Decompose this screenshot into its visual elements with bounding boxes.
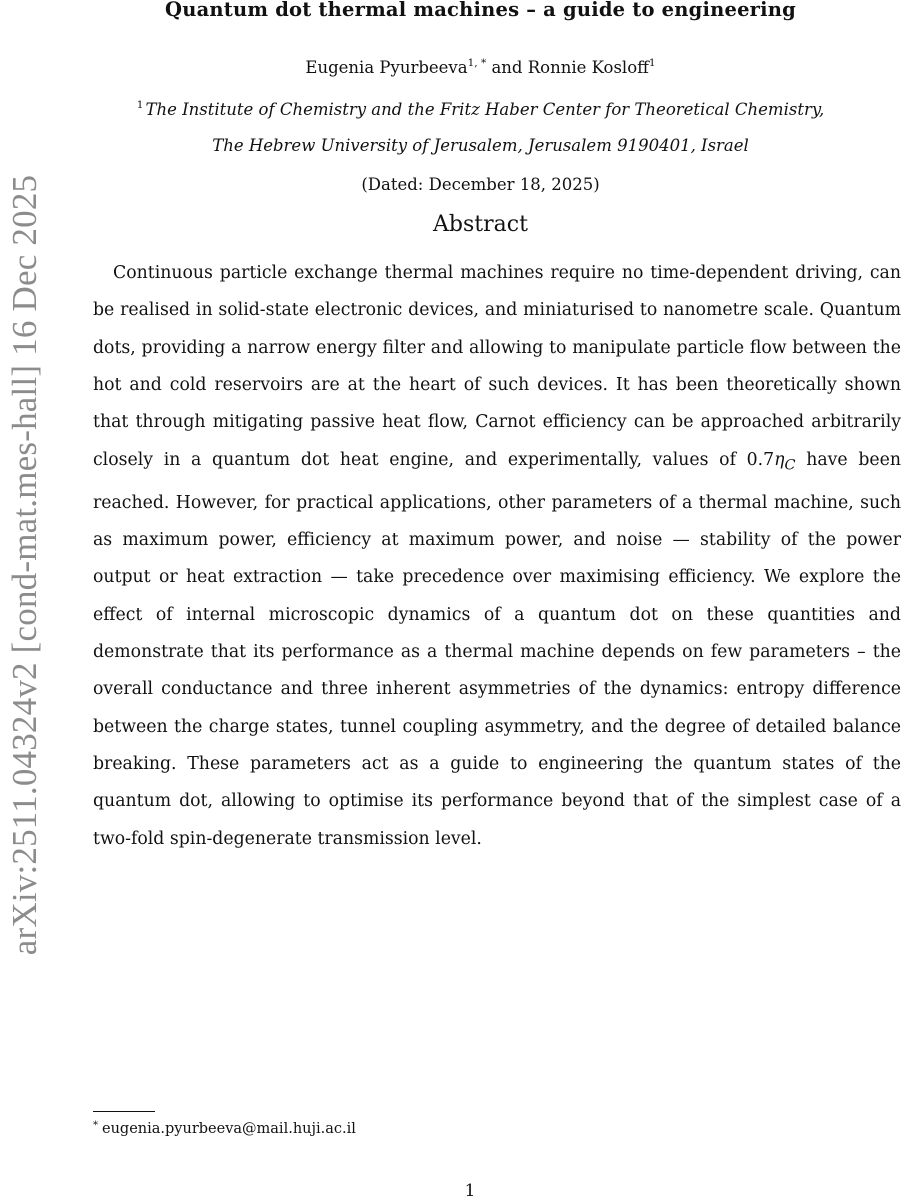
paper-title: Quantum dot thermal machines – a guide to engineering <box>165 0 796 21</box>
page-number: 1 <box>464 1181 476 1201</box>
author-separator: and <box>491 58 523 77</box>
abstract-body <box>93 255 901 858</box>
abstract-text: have been reached. However, for practical applications, other parameters of a thermal machine, such as maximum power, efficiency at maximum power, and noise — stability of the power output or heat extraction — take precedence over maximising efficiency. We explore the effect of internal microscopic dynamics of a quantum dot on these quantities and demonstrate that its performance as a thermal machine depends on few parameters – the overall conductance and three inherent asymmetries of the dynamics: entropy difference between the charge states, tunnel coupling asymmetry, and the degree of detailed balance breaking. These parameters act as a guide to engineering the quantum states of the quantum dot, allowing to optimise its performance beyond that of the simplest case of a two-fold spin-degenerate transmission level. <box>93 449 901 849</box>
author-list <box>70 58 891 77</box>
math-subscript <box>785 457 796 473</box>
math-symbol-eta: η <box>774 449 785 470</box>
math-value: 0.7 <box>746 449 775 470</box>
math-subscript-letter: C <box>784 457 796 474</box>
author-name: Ronnie Kosloff <box>527 58 649 77</box>
affiliation-text: The Institute of Chemistry and the Fritz Haber Center for Theoretical Chemistry, <box>145 100 825 119</box>
arxiv-identifier-stamp <box>0 0 50 1200</box>
affiliation-line-1 <box>70 100 891 119</box>
footnote-mark: * <box>93 1120 98 1131</box>
arxiv-identifier-text: arXiv:2511.04324v2 [cond-mat.mes-hall] 16 Dec 2025 <box>5 174 44 956</box>
affiliation-number: 1 <box>136 99 144 111</box>
abstract-text: Continuous particle exchange thermal machines require no time-dependent driving, can be realised in solid-state electronic devices, and miniaturised to nanometre scale. Quantum dots, providing a narrow energy filter and allowing to manipulate particle flow between the hot and cold reservoirs are at the heart of such devices. It has been theoretically shown that through mitigating passive heat flow, Carnot efficiency can be approached arbitrarily closely in a quantum dot heat engine, and experimentally, values of <box>93 263 901 470</box>
author-marks: 1, * <box>467 57 487 69</box>
author-marks: 1 <box>648 57 656 69</box>
author-name: Eugenia Pyurbeeva <box>305 58 468 77</box>
affiliation-text: The Hebrew University of Jerusalem, Jerusalem 9190401, Israel <box>212 136 749 155</box>
dated-line: (Dated: December 18, 2025) <box>361 175 600 194</box>
footnote-email: eugenia.pyurbeeva@mail.huji.ac.il <box>102 1121 356 1137</box>
footnote <box>93 1121 356 1137</box>
footnote-divider <box>93 1111 155 1112</box>
affiliation-line-2 <box>70 136 891 155</box>
abstract-heading: Abstract <box>433 212 528 237</box>
